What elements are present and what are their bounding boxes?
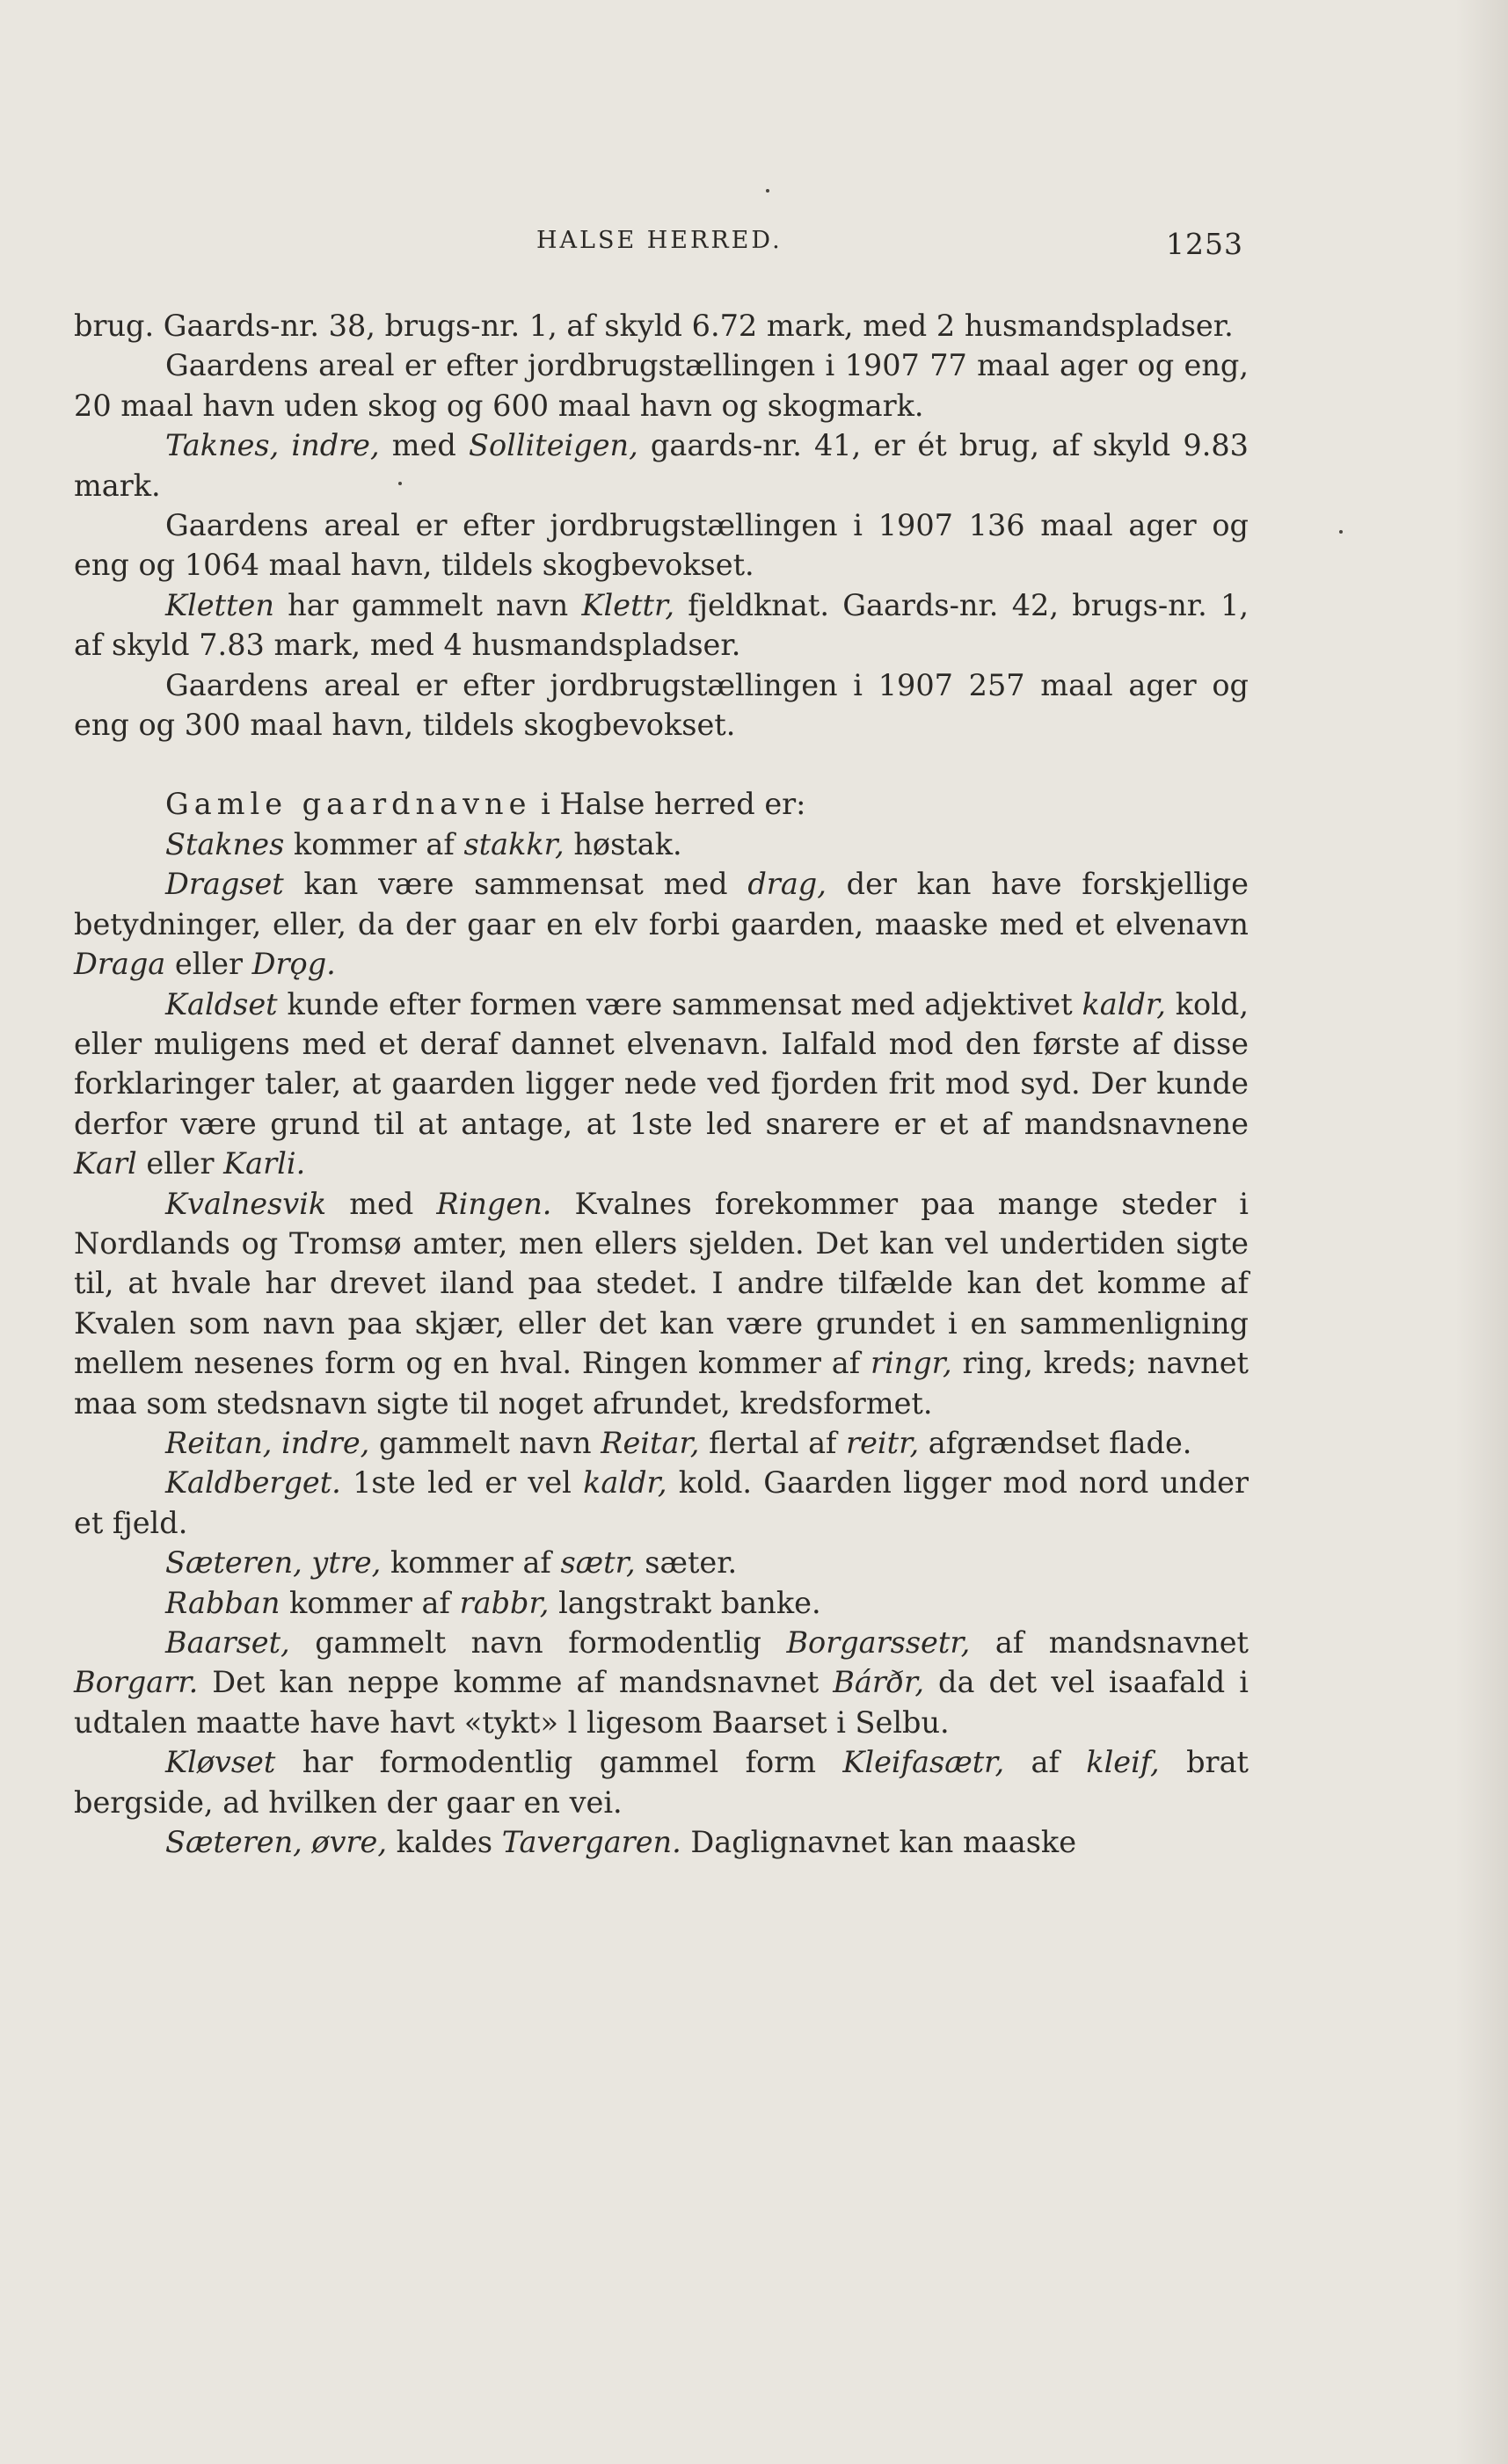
- text-run: brat bergside, ad hvilken der gaar en vei.: [74, 1745, 1249, 1820]
- text-run: Daglignavnet kan maaske: [681, 1825, 1077, 1860]
- italic-term: Baarset,: [165, 1625, 290, 1660]
- paragraph: [74, 1184, 1249, 1423]
- text-run: med: [326, 1186, 437, 1221]
- paragraph: [74, 985, 1249, 1184]
- text-run: der kan have forskjellige betydninger, eller, da der gaar en elv forbi gaarden, maaske med et elvenavn: [74, 867, 1249, 941]
- text-run: kunde efter formen være sammensat med adjektivet: [277, 986, 1082, 1021]
- italic-term: ringr,: [870, 1346, 952, 1381]
- spaced-heading: Gamle gaardnavne: [165, 787, 532, 822]
- italic-term: Kvalnesvik: [165, 1186, 327, 1221]
- italic-term: Rabban: [165, 1585, 280, 1620]
- italic-term: Borgarssetr,: [786, 1625, 971, 1660]
- italic-term: Draga: [74, 947, 166, 982]
- text-run: gammelt navn: [369, 1425, 601, 1460]
- italic-term: Drǫg.: [251, 947, 336, 982]
- italic-term: Reitan, indre,: [165, 1425, 370, 1460]
- text-run: kaldes: [387, 1825, 502, 1860]
- paragraph: [74, 585, 1249, 665]
- text-run: kan være sammensat med: [283, 867, 748, 902]
- text-run: kold, eller muligens med et deraf dannet elvenavn. Ialfald mod den første af disse forklaringer taler, at gaarden ligger nede ved fjorden frit mod syd. Der kunde derfor være grund til at antage, at 1ste led snarere er et af mandsnavnene: [74, 986, 1249, 1141]
- paragraph: [74, 825, 1249, 864]
- paper-speck: [1339, 530, 1343, 534]
- italic-term: Staknes: [165, 826, 285, 861]
- paragraph: [74, 1822, 1249, 1862]
- text-run: høstak.: [564, 826, 682, 861]
- body-text: [74, 306, 1249, 1862]
- italic-term: drag,: [747, 867, 827, 902]
- text-run: Gaardens areal er efter jordbrugstællingen i 1907 77 maal ager og eng, 20 maal havn uden skog og 600 maal havn og skogmark.: [74, 348, 1249, 423]
- italic-term: rabbr,: [459, 1585, 550, 1620]
- italic-term: Klettr,: [581, 587, 674, 622]
- text-run: i Halse herred er:: [531, 787, 806, 822]
- paragraph: [74, 864, 1249, 984]
- italic-term: Karl: [74, 1146, 137, 1181]
- text-run: gammelt navn formodentlig: [289, 1625, 787, 1660]
- text-run: har formodentlig gammel form: [275, 1745, 843, 1780]
- running-title: HALSE HERRED.: [536, 227, 783, 254]
- text-run: ring, kreds; navnet maa som stedsnavn sigte til noget afrundet, kredsformet.: [74, 1346, 1249, 1421]
- page-number: 1253: [1166, 227, 1243, 261]
- paragraph: [74, 505, 1249, 585]
- text-run: eller: [165, 947, 252, 982]
- italic-term: Borgarr.: [74, 1665, 199, 1700]
- text-run: fjeldknat. Gaards-nr. 42, brugs-nr. 1, af skyld 7.83 mark, med 4 husmandspladser.: [74, 587, 1249, 663]
- text-run: har gammelt navn: [273, 587, 582, 622]
- italic-term: kaldr,: [1082, 986, 1166, 1021]
- italic-term: Kaldberget.: [165, 1465, 341, 1501]
- text-run: langstrakt banke.: [549, 1585, 821, 1620]
- text-run: afgrændset flade.: [919, 1425, 1192, 1460]
- paragraph: [74, 1742, 1249, 1822]
- italic-term: Ringen.: [436, 1186, 552, 1221]
- italic-term: Karli.: [223, 1146, 306, 1181]
- paragraph: [74, 665, 1249, 745]
- text-run: af: [1004, 1745, 1087, 1780]
- italic-term: Kleifasætr,: [842, 1745, 1005, 1780]
- paragraph: [74, 306, 1249, 345]
- text-run: Det kan neppe komme af mandsnavnet: [198, 1665, 834, 1700]
- italic-term: kaldr,: [583, 1465, 667, 1501]
- paragraph: [74, 1463, 1249, 1543]
- paragraph: [74, 425, 1249, 505]
- paragraph: [74, 1623, 1249, 1742]
- text-run: eller: [136, 1146, 224, 1181]
- text-run: af mandsnavnet: [970, 1625, 1249, 1660]
- text-run: flertal af: [699, 1425, 847, 1460]
- italic-term: Sæteren, ytre,: [165, 1545, 382, 1581]
- text-run: Gaardens areal er efter jordbrugstællingen i 1907 257 maal ager og eng og 300 maal havn, tildels skogbevokset.: [74, 667, 1249, 743]
- text-run: sæter.: [635, 1545, 738, 1581]
- paragraph: [74, 1423, 1249, 1463]
- italic-term: sætr,: [560, 1545, 636, 1581]
- text-run: kommer af: [381, 1545, 561, 1581]
- paragraph: [74, 1583, 1249, 1623]
- text-run: da det vel isaafald i udtalen maatte have havt «tykt» l ligesom Baarset i Selbu.: [74, 1665, 1249, 1740]
- text-run: med: [379, 428, 469, 463]
- italic-term: Reitar,: [601, 1425, 700, 1460]
- paper-speck: [398, 482, 402, 485]
- text-run: Gaardens areal er efter jordbrugstællingen i 1907 136 maal ager og eng og 1064 maal havn, tildels skogbevokset.: [74, 508, 1249, 583]
- italic-term: Kletten: [165, 587, 274, 622]
- italic-term: kleif,: [1086, 1745, 1160, 1780]
- text-run: brug. Gaards-nr. 38, brugs-nr. 1, af skyld 6.72 mark, med 2 husmandspladser.: [74, 309, 1234, 343]
- italic-term: Kaldset: [165, 986, 278, 1021]
- paragraph: [74, 1543, 1249, 1582]
- text-run: gaards-nr. 41, er ét brug, af skyld 9.83 mark.: [74, 428, 1249, 503]
- italic-term: Tavergaren.: [501, 1825, 681, 1860]
- italic-term: Solliteigen,: [469, 428, 638, 463]
- page-header: [0, 227, 1508, 271]
- paragraph: [74, 784, 1249, 824]
- italic-term: Kløvset: [165, 1745, 276, 1780]
- text-run: kommer af: [284, 826, 464, 861]
- paragraph: [74, 345, 1249, 425]
- italic-term: stakkr,: [463, 826, 565, 861]
- italic-term: Bárðr,: [833, 1665, 924, 1700]
- text-run: kommer af: [280, 1585, 460, 1620]
- italic-term: reitr,: [846, 1425, 920, 1460]
- text-run: 1ste led er vel: [340, 1465, 584, 1501]
- text-run: kold. Gaarden ligger mod nord under et fjeld.: [74, 1465, 1249, 1540]
- italic-term: Dragset: [165, 867, 284, 902]
- italic-term: Taknes, indre,: [165, 428, 380, 463]
- paper-speck: [766, 189, 769, 193]
- page-edge-shadow: [1455, 0, 1508, 2464]
- italic-term: Sæteren, øvre,: [165, 1825, 388, 1860]
- text-run: Kvalnes forekommer paa mange steder i Nordlands og Tromsø amter, men ellers sjelden. Det kan vel undertiden sigte til, at hvale har drevet iland paa stedet. I andre tilfælde kan det komme af Kvalen som navn paa skjær, eller det kan være grundet i en sammenligning mellem nesenes form og en hval. Ringen kommer af: [74, 1186, 1249, 1381]
